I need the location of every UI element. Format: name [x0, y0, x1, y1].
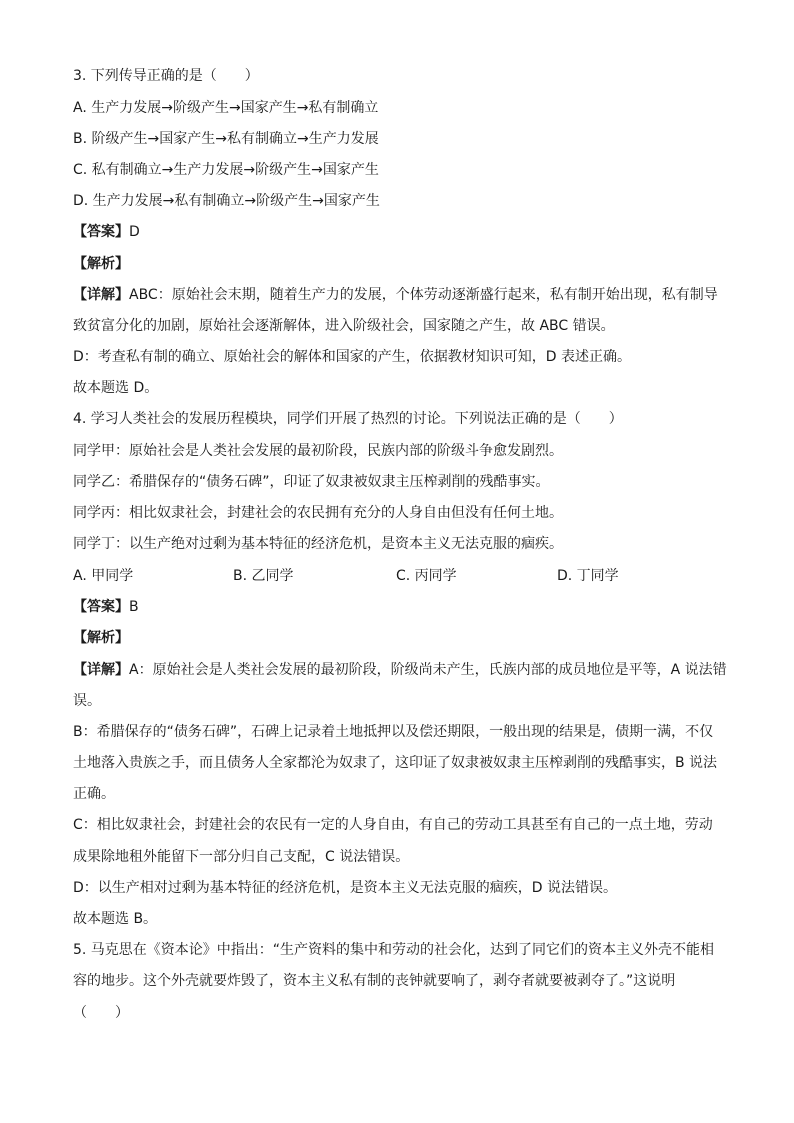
question-3-option-d: D. 生产力发展→私有制确立→阶级产生→国家产生 — [73, 193, 380, 209]
answer-tag: 【答案】 — [73, 224, 129, 240]
answer-value: D — [129, 224, 140, 240]
question-4-detail-line-5: 正确。 — [73, 786, 115, 802]
question-3-conclusion: 故本题选 D。 — [73, 380, 159, 396]
detail-tag: 【详解】 — [73, 287, 129, 303]
detail-text: A：原始社会是人类社会发展的最初阶段，阶级尚未产生，氏族内部的成员地位是平等，A 说法错 — [129, 662, 727, 678]
question-4-option-c: C. 丙同学 — [396, 568, 457, 584]
question-3-detail-line-1 — [73, 285, 718, 305]
answer-value: B — [129, 599, 139, 615]
question-4-statement-b: 同学乙：希腊保存的“债务石碑”，印证了奴隶被奴隶主压榨剥削的残酷事实。 — [73, 474, 550, 490]
question-3-detail-line-3: D：考查私有制的确立、原始社会的解体和国家的产生，依据教材知识可知，D 表述正确。 — [73, 349, 632, 365]
answer-tag: 【答案】 — [73, 599, 129, 615]
question-4-statement-c: 同学丙：相比奴隶社会，封建社会的农民拥有充分的人身自由但没有任何土地。 — [73, 505, 563, 521]
question-5-stem-line-2: 容的地步。这个外壳就要炸毁了，资本主义私有制的丧钟就要响了，剥夺者就要被剥夺了。”这说明 — [73, 973, 676, 989]
question-4-option-a: A. 甲同学 — [73, 568, 134, 584]
detail-tag: 【详解】 — [73, 662, 129, 678]
question-4-detail-line-4: 土地落入贵族之手，而且债务人全家都沦为奴隶了，这印证了奴隶被奴隶主压榨剥削的残酷事实，B 说法 — [73, 755, 718, 771]
question-4-option-b: B. 乙同学 — [233, 568, 294, 584]
question-4-answer — [73, 597, 139, 617]
question-4-option-d: D. 丁同学 — [557, 568, 619, 584]
question-4-conclusion: 故本题选 B。 — [73, 911, 158, 927]
question-4-statement-a: 同学甲：原始社会是人类社会发展的最初阶段，民族内部的阶级斗争愈发剧烈。 — [73, 443, 563, 459]
question-3-stem: 3. 下列传导正确的是（ ） — [73, 68, 259, 84]
question-4-stem: 4. 学习人类社会的发展历程模块，同学们开展了热烈的讨论。下列说法正确的是（ ） — [73, 411, 623, 427]
question-4-analysis-tag: 【解析】 — [73, 630, 129, 646]
question-4-detail-line-3: B：希腊保存的“债务石碑”，石碑上记录着土地抵押以及偿还期限，一般出现的结果是，债期一满，不仅 — [73, 724, 714, 740]
question-4-detail-line-8: D：以生产相对过剩为基本特征的经济危机，是资本主义无法克服的痼疾，D 说法错误。 — [73, 880, 618, 896]
question-4-detail-line-7: 成果除地租外能留下一部分归自己支配，C 说法错误。 — [73, 849, 410, 865]
question-4-detail-line-1 — [73, 660, 727, 680]
question-3-detail-line-2: 致贫富分化的加剧，原始社会逐渐解体，进入阶级社会，国家随之产生，故 ABC 错误。 — [73, 318, 615, 334]
detail-text: ABC：原始社会末期，随着生产力的发展，个体劳动逐渐盛行起来，私有制开始出现，私有制导 — [129, 287, 718, 303]
question-5-stem-line-1: 5. 马克思在《资本论》中指出：“生产资料的集中和劳动的社会化，达到了同它们的资本主义外壳不能相 — [73, 942, 715, 958]
question-3-option-c: C. 私有制确立→生产力发展→阶级产生→国家产生 — [73, 162, 379, 178]
question-3-option-a: A. 生产力发展→阶级产生→国家产生→私有制确立 — [73, 100, 379, 116]
question-4-detail-line-2: 误。 — [73, 693, 101, 709]
question-4-statement-d: 同学丁：以生产绝对过剩为基本特征的经济危机，是资本主义无法克服的痼疾。 — [73, 536, 563, 552]
question-3-answer — [73, 222, 140, 242]
question-4-detail-line-6: C：相比奴隶社会，封建社会的农民有一定的人身自由，有自己的劳动工具甚至有自己的一点土地，劳动 — [73, 817, 713, 833]
question-5-stem-line-3: （ ） — [73, 1005, 129, 1021]
question-3-option-b: B. 阶级产生→国家产生→私有制确立→生产力发展 — [73, 131, 379, 147]
question-3-analysis-tag: 【解析】 — [73, 256, 129, 272]
